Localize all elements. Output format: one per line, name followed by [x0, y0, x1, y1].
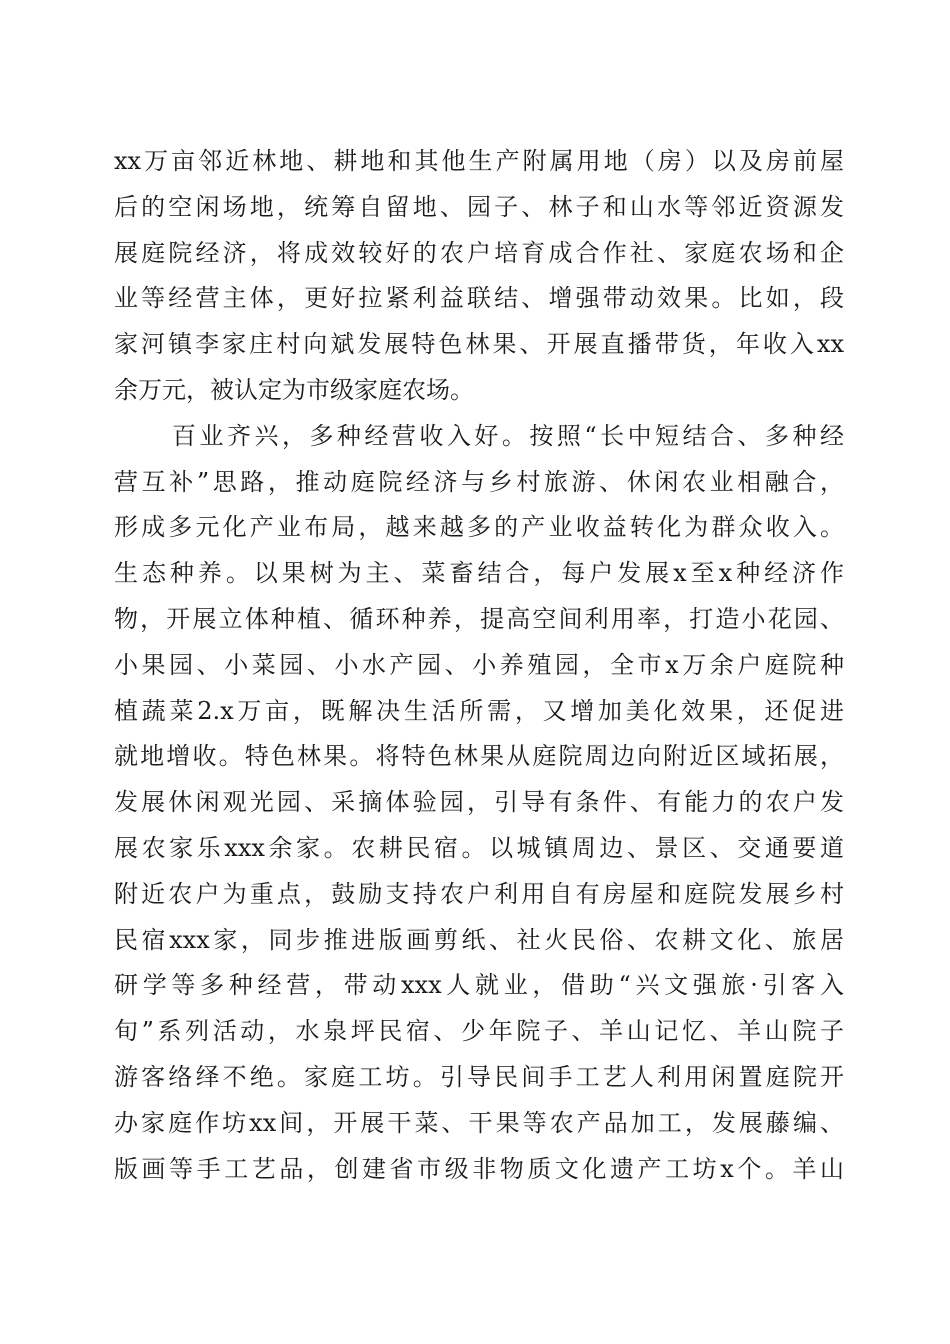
text-line: 展农家乐xxx余家。农耕民宿。以城镇周边、景区、交通要道 — [114, 833, 844, 862]
text-line: 民宿xxx家，同步推进版画剪纸、社火民俗、农耕文化、旅居 — [114, 925, 844, 954]
text-line: 旬”系列活动，水泉坪民宿、少年院子、羊山记忆、羊山院子 — [114, 1017, 844, 1046]
text-line: 就地增收。特色林果。将特色林果从庭院周边向附近区域拓展， — [114, 742, 844, 771]
paragraph-2 — [114, 414, 844, 1193]
text-line: 办家庭作坊xx间，开展干菜、干果等农产品加工，发展藤编、 — [114, 1108, 844, 1137]
text-line: 生态种养。以果树为主、菜畜结合，每户发展x至x种经济作 — [114, 559, 844, 588]
text-line: 展庭院经济，将成效较好的农户培育成合作社、家庭农场和企 — [114, 238, 844, 267]
text-line: 余万元，被认定为市级家庭农场。 — [114, 375, 474, 404]
text-line: 附近农户为重点，鼓励支持农户利用自有房屋和庭院发展乡村 — [114, 879, 844, 908]
text-line: xx万亩邻近林地、耕地和其他生产附属用地（房）以及房前屋 — [114, 147, 844, 175]
text-line: 百业齐兴，多种经营收入好。按照“长中短结合、多种经 — [172, 421, 844, 450]
text-line: 小果园、小菜园、小水产园、小养殖园，全市x万余户庭院种 — [114, 650, 844, 679]
text-line: 后的空闲场地，统筹自留地、园子、林子和山水等邻近资源发 — [114, 192, 844, 221]
body-text — [114, 139, 844, 1192]
text-line: 发展休闲观光园、采摘体验园，引导有条件、有能力的农户发 — [114, 788, 844, 817]
text-line: 版画等手工艺品，创建省市级非物质文化遗产工坊x个。羊山 — [114, 1154, 844, 1183]
text-line: 物，开展立体种植、循环种养，提高空间利用率，打造小花园、 — [114, 604, 844, 633]
text-line: 植蔬菜2.x万亩，既解决生活所需，又增加美化效果，还促进 — [114, 696, 844, 725]
paragraph-1 — [114, 139, 844, 414]
text-line: 家河镇李家庄村向斌发展特色林果、开展直播带货，年收入xx — [114, 330, 844, 359]
text-line: 营互补”思路，推动庭院经济与乡村旅游、休闲农业相融合， — [114, 467, 844, 496]
text-line: 形成多元化产业布局，越来越多的产业收益转化为群众收入。 — [114, 513, 844, 542]
text-line: 研学等多种经营，带动xxx人就业，借助“兴文强旅·引客入 — [114, 971, 844, 1000]
text-line: 游客络绎不绝。家庭工坊。引导民间手工艺人利用闲置庭院开 — [114, 1062, 844, 1091]
text-line: 业等经营主体，更好拉紧利益联结、增强带动效果。比如，段 — [114, 284, 844, 313]
